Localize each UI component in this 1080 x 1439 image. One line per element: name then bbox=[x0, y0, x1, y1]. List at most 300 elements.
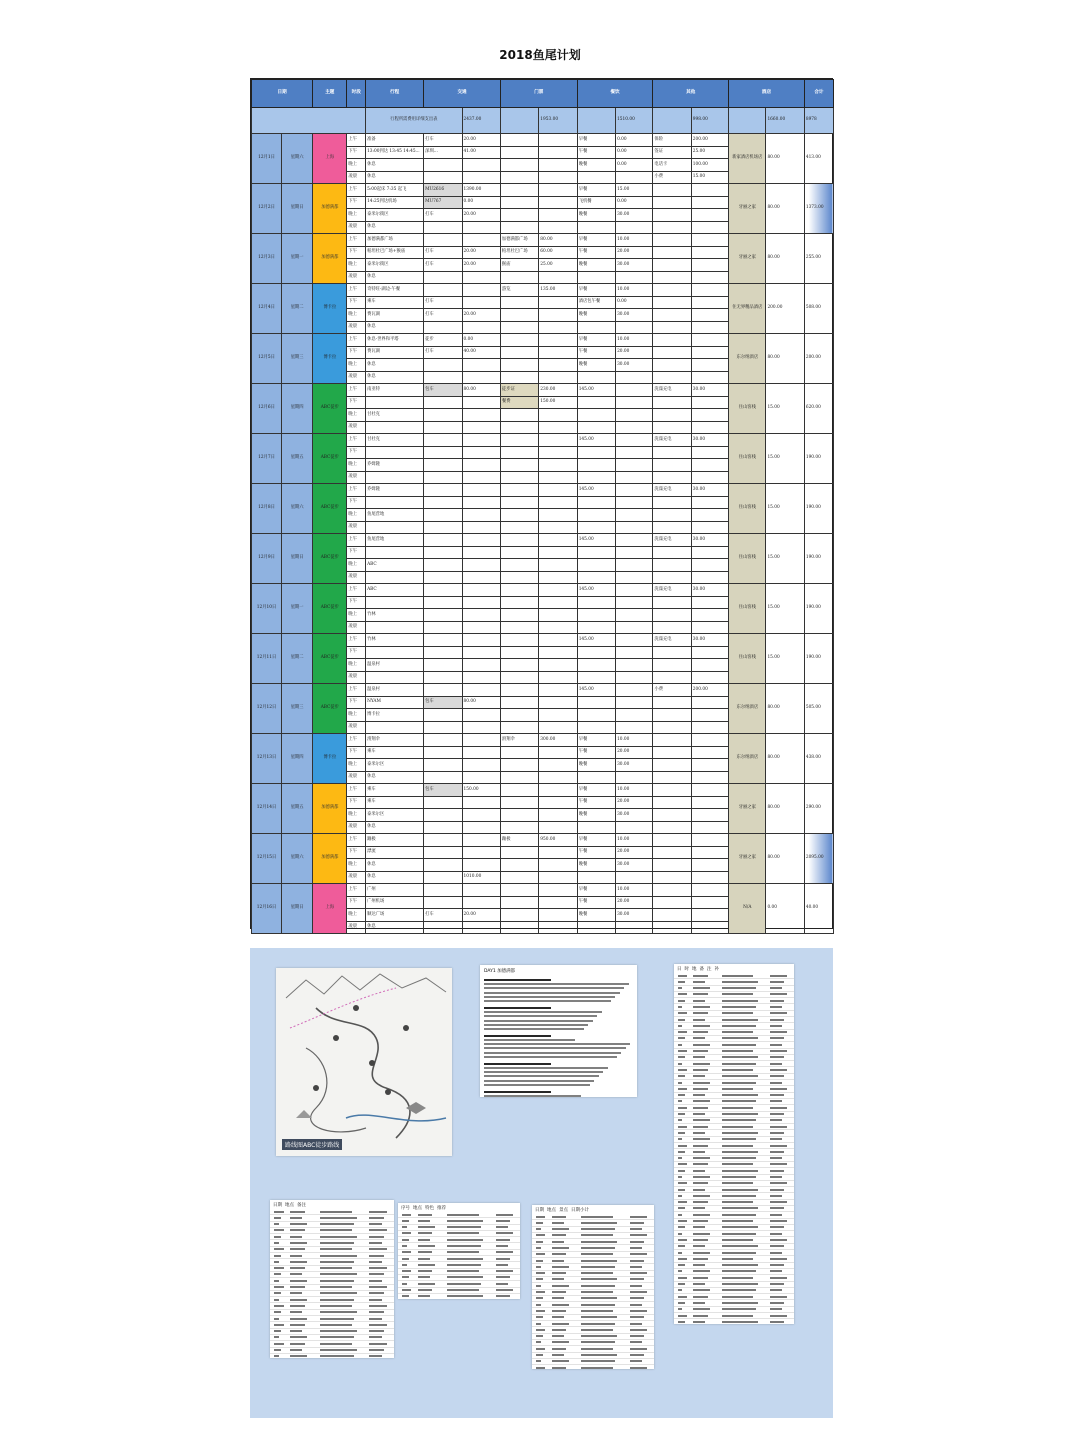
cell bbox=[462, 359, 500, 372]
notes-line bbox=[484, 1091, 551, 1093]
cell bbox=[500, 546, 538, 559]
cell bbox=[500, 759, 538, 772]
cell bbox=[653, 659, 691, 672]
cell: 休息 bbox=[366, 159, 424, 172]
day-date: 12月6日 bbox=[252, 384, 282, 434]
day-total: 190.00 bbox=[804, 434, 833, 484]
cell bbox=[577, 821, 615, 834]
cell: 30.00 bbox=[691, 434, 728, 447]
cell bbox=[462, 509, 500, 522]
cell bbox=[653, 459, 691, 472]
cell bbox=[691, 621, 728, 634]
cell bbox=[691, 459, 728, 472]
cell: 30.00 bbox=[616, 359, 653, 372]
cell bbox=[424, 684, 462, 697]
table-row bbox=[252, 334, 834, 347]
cell bbox=[653, 759, 691, 772]
cell bbox=[500, 434, 538, 447]
mini-header-cell: 补 bbox=[714, 967, 719, 972]
cell bbox=[462, 796, 500, 809]
cell: 上午 bbox=[347, 884, 366, 897]
day-hotel-cost: 15.00 bbox=[766, 484, 804, 534]
cell bbox=[653, 221, 691, 234]
day-hotel-cost: 200.00 bbox=[766, 284, 804, 334]
cell bbox=[462, 496, 500, 509]
cell: 凌晨 bbox=[347, 921, 366, 934]
cell bbox=[500, 571, 538, 584]
cell bbox=[691, 209, 728, 222]
cell: 200.00 bbox=[691, 684, 728, 697]
cell bbox=[539, 634, 577, 647]
mini-header-cell: 日 bbox=[677, 967, 682, 972]
cell: 凌晨 bbox=[347, 171, 366, 184]
cell bbox=[424, 171, 462, 184]
cell bbox=[616, 559, 653, 572]
day-date: 12月12日 bbox=[252, 684, 282, 734]
day-theme: 加德满都 bbox=[313, 234, 347, 284]
cell bbox=[500, 221, 538, 234]
cell bbox=[691, 546, 728, 559]
day-theme: 博卡拉 bbox=[313, 284, 347, 334]
cell: 凌晨 bbox=[347, 571, 366, 584]
cell bbox=[424, 771, 462, 784]
cell: 小费 bbox=[653, 684, 691, 697]
day-theme: ABC徒步 bbox=[313, 484, 347, 534]
day-theme: ABC徒步 bbox=[313, 584, 347, 634]
cell bbox=[462, 446, 500, 459]
cell bbox=[539, 759, 577, 772]
day-weekday: 星期二 bbox=[282, 634, 313, 684]
cell bbox=[424, 671, 462, 684]
cell: 顺达广场 bbox=[366, 909, 424, 922]
mini-row bbox=[270, 1354, 394, 1358]
cell bbox=[424, 859, 462, 872]
summary-label: 行程所需费用详细支出表 bbox=[366, 108, 462, 134]
notes-line bbox=[484, 1080, 594, 1082]
cell bbox=[424, 159, 462, 172]
cell bbox=[462, 396, 500, 409]
day-theme: 加德满都 bbox=[313, 784, 347, 834]
cell: 打车 bbox=[424, 296, 462, 309]
cell: 145.00 bbox=[577, 634, 615, 647]
cell bbox=[462, 659, 500, 672]
cell bbox=[366, 446, 424, 459]
cell bbox=[539, 321, 577, 334]
cell bbox=[539, 584, 577, 597]
cell: 晚餐 bbox=[577, 859, 615, 872]
header-9: 合计 bbox=[804, 80, 833, 108]
cell bbox=[577, 621, 615, 634]
cell: 30.00 bbox=[691, 484, 728, 497]
day-hotel-cost: 80.00 bbox=[766, 184, 804, 234]
cell: 凌晨 bbox=[347, 721, 366, 734]
cell: 30.00 bbox=[616, 759, 653, 772]
cell bbox=[653, 309, 691, 322]
cell bbox=[539, 496, 577, 509]
cell: 洗澡充电 bbox=[653, 384, 691, 397]
cell: 午餐 bbox=[577, 346, 615, 359]
cell bbox=[577, 471, 615, 484]
cell bbox=[691, 296, 728, 309]
cell bbox=[616, 446, 653, 459]
cell: 漂流 bbox=[366, 846, 424, 859]
cell bbox=[653, 196, 691, 209]
cell bbox=[366, 646, 424, 659]
summary-total: 8978 bbox=[804, 108, 833, 134]
notes-line bbox=[484, 1000, 611, 1002]
cell: 早餐 bbox=[577, 834, 615, 847]
cell: 洗澡充电 bbox=[653, 484, 691, 497]
cell: 打车 bbox=[424, 346, 462, 359]
day-hotel-cost: 80.00 bbox=[766, 684, 804, 734]
cell bbox=[462, 846, 500, 859]
cell bbox=[691, 671, 728, 684]
cell: 下午 bbox=[347, 546, 366, 559]
cell: 1390.00 bbox=[462, 184, 500, 197]
cell bbox=[500, 609, 538, 622]
header-1: 主题 bbox=[313, 80, 347, 108]
summary-food: 1510.00 bbox=[616, 108, 653, 134]
mini-header-cell: 备注 bbox=[297, 1203, 306, 1208]
cell: 徒步 bbox=[424, 334, 462, 347]
itinerary-table bbox=[251, 79, 834, 934]
cell bbox=[653, 359, 691, 372]
cell: 30.00 bbox=[691, 584, 728, 597]
cell: 145.00 bbox=[577, 684, 615, 697]
cell bbox=[653, 909, 691, 922]
cell: 10.00 bbox=[616, 834, 653, 847]
cell: 休息 bbox=[366, 859, 424, 872]
cell bbox=[616, 371, 653, 384]
cell bbox=[500, 171, 538, 184]
cell: 打车 bbox=[424, 259, 462, 272]
header-2: 时段 bbox=[347, 80, 366, 108]
cell: 凌晨 bbox=[347, 621, 366, 634]
cell bbox=[500, 921, 538, 934]
cell bbox=[424, 396, 462, 409]
cell: 20.00 bbox=[462, 259, 500, 272]
cell: 深圳... bbox=[424, 146, 462, 159]
cell: 30.00 bbox=[616, 309, 653, 322]
cell bbox=[424, 659, 462, 672]
cell bbox=[424, 284, 462, 297]
cell bbox=[691, 284, 728, 297]
cell bbox=[691, 721, 728, 734]
cell bbox=[616, 571, 653, 584]
cell: 洗澡充电 bbox=[653, 634, 691, 647]
cell: 加德满都广场 bbox=[366, 234, 424, 247]
header-0: 日期 bbox=[252, 80, 313, 108]
cell bbox=[500, 359, 538, 372]
cell bbox=[616, 459, 653, 472]
cell bbox=[691, 359, 728, 372]
cell bbox=[424, 521, 462, 534]
cell bbox=[653, 184, 691, 197]
cell bbox=[500, 421, 538, 434]
cell: 晚上 bbox=[347, 159, 366, 172]
cell bbox=[424, 621, 462, 634]
cell bbox=[539, 471, 577, 484]
summary-tickets: 1953.00 bbox=[539, 108, 577, 134]
cell bbox=[691, 771, 728, 784]
cell bbox=[616, 721, 653, 734]
cell: 早餐 bbox=[577, 234, 615, 247]
day-date: 12月9日 bbox=[252, 534, 282, 584]
cell bbox=[616, 484, 653, 497]
cell: 凌晨 bbox=[347, 221, 366, 234]
cell: 15.00 bbox=[616, 184, 653, 197]
cell bbox=[539, 196, 577, 209]
cell bbox=[577, 459, 615, 472]
table-row bbox=[252, 234, 834, 247]
cell: 30.00 bbox=[616, 209, 653, 222]
cell: 下午 bbox=[347, 246, 366, 259]
table-row bbox=[252, 534, 834, 547]
cell bbox=[616, 871, 653, 884]
cell bbox=[691, 821, 728, 834]
cell bbox=[462, 646, 500, 659]
cell bbox=[691, 396, 728, 409]
cell bbox=[653, 371, 691, 384]
header-4: 交通 bbox=[424, 80, 501, 108]
day-hotel: 牙丽之家 bbox=[729, 784, 766, 834]
cell: 上午 bbox=[347, 134, 366, 147]
cell: 休息 bbox=[366, 371, 424, 384]
cell bbox=[424, 796, 462, 809]
cell bbox=[539, 371, 577, 384]
cell: 洗澡充电 bbox=[653, 584, 691, 597]
cell bbox=[500, 796, 538, 809]
cell bbox=[616, 421, 653, 434]
cell bbox=[653, 409, 691, 422]
cell bbox=[462, 671, 500, 684]
cell bbox=[691, 521, 728, 534]
day-total: 620.00 bbox=[804, 384, 833, 434]
cell: 竹林 bbox=[366, 634, 424, 647]
mini-header-cell: 注 bbox=[707, 967, 712, 972]
summary-gap bbox=[577, 108, 615, 134]
cell: 上午 bbox=[347, 484, 366, 497]
cell bbox=[500, 196, 538, 209]
mini-row bbox=[674, 1319, 794, 1324]
cell: 晚餐 bbox=[577, 359, 615, 372]
mini-header-cell: 特色 bbox=[425, 1206, 434, 1211]
day-hotel-cost: 80.00 bbox=[766, 834, 804, 884]
cell: 凌晨 bbox=[347, 271, 366, 284]
cell: 30.00 bbox=[691, 634, 728, 647]
cell: 145.00 bbox=[577, 434, 615, 447]
cell bbox=[462, 921, 500, 934]
cell: 20.00 bbox=[616, 346, 653, 359]
cell bbox=[424, 759, 462, 772]
day-weekday: 星期日 bbox=[282, 534, 313, 584]
cell bbox=[616, 671, 653, 684]
cell bbox=[366, 621, 424, 634]
cell: 10.00 bbox=[616, 734, 653, 747]
cell: 晚餐 bbox=[577, 159, 615, 172]
cell: 20.00 bbox=[462, 134, 500, 147]
mini-row bbox=[532, 1365, 654, 1369]
day-hotel-cost: 15.00 bbox=[766, 584, 804, 634]
cell bbox=[691, 784, 728, 797]
cell bbox=[462, 584, 500, 597]
cell bbox=[616, 771, 653, 784]
cell bbox=[691, 596, 728, 609]
cell: 20.00 bbox=[462, 909, 500, 922]
cell bbox=[462, 234, 500, 247]
cell: 鱼尾营地 bbox=[366, 509, 424, 522]
mini-header-cell: 序号 bbox=[401, 1206, 410, 1211]
cell: 午餐 bbox=[577, 846, 615, 859]
cell bbox=[577, 371, 615, 384]
cell bbox=[500, 296, 538, 309]
cell: 晚餐 bbox=[577, 809, 615, 822]
cell bbox=[539, 684, 577, 697]
cell bbox=[366, 521, 424, 534]
cell: 5:00起床 7:35 起飞 bbox=[366, 184, 424, 197]
cell bbox=[539, 434, 577, 447]
cell bbox=[653, 571, 691, 584]
cell bbox=[653, 509, 691, 522]
mini-header bbox=[398, 1203, 520, 1212]
cell bbox=[691, 334, 728, 347]
day-hotel: N/A bbox=[729, 884, 766, 934]
cell: 上午 bbox=[347, 384, 366, 397]
cell bbox=[500, 684, 538, 697]
cell bbox=[616, 384, 653, 397]
cell: 休息 bbox=[366, 171, 424, 184]
mini-header bbox=[532, 1205, 654, 1214]
summary-gap bbox=[653, 108, 691, 134]
mini-header-cell: 日期 bbox=[535, 1208, 544, 1213]
page-title: 2018鱼尾计划 bbox=[499, 48, 581, 62]
day-theme: 博卡拉 bbox=[313, 734, 347, 784]
cell bbox=[500, 621, 538, 634]
cell bbox=[691, 221, 728, 234]
cell: 奇特旺-湖边-午餐 bbox=[366, 284, 424, 297]
cell bbox=[424, 634, 462, 647]
cell: 25.00 bbox=[691, 146, 728, 159]
cell bbox=[462, 421, 500, 434]
cell: 晚上 bbox=[347, 609, 366, 622]
notes-line bbox=[484, 992, 620, 994]
notes-line bbox=[484, 987, 624, 989]
cell bbox=[616, 646, 653, 659]
cell bbox=[462, 434, 500, 447]
cell: 上午 bbox=[347, 684, 366, 697]
day-hotel-cost: 80.00 bbox=[766, 334, 804, 384]
cell: 0.00 bbox=[616, 134, 653, 147]
table-row bbox=[252, 634, 834, 647]
cell bbox=[653, 821, 691, 834]
cell: 竹林 bbox=[366, 609, 424, 622]
cell: 上午 bbox=[347, 284, 366, 297]
cell bbox=[424, 471, 462, 484]
cell bbox=[577, 421, 615, 434]
summary-gap bbox=[729, 108, 766, 134]
cell bbox=[653, 746, 691, 759]
cell bbox=[462, 621, 500, 634]
budget-spreadsheet bbox=[250, 78, 833, 929]
cell bbox=[577, 321, 615, 334]
cell bbox=[366, 721, 424, 734]
cell bbox=[366, 396, 424, 409]
cell bbox=[539, 484, 577, 497]
cell bbox=[577, 221, 615, 234]
route-map-sketch bbox=[276, 968, 452, 1156]
cell bbox=[539, 459, 577, 472]
cell bbox=[424, 221, 462, 234]
cell bbox=[653, 784, 691, 797]
cell bbox=[539, 309, 577, 322]
cell: 泰米尔区 bbox=[366, 759, 424, 772]
cell bbox=[653, 396, 691, 409]
cell bbox=[500, 846, 538, 859]
cell bbox=[653, 346, 691, 359]
cell: 帕坦杜巴广场+猴庙 bbox=[366, 246, 424, 259]
cell: 滑翔伞 bbox=[500, 734, 538, 747]
cell: 泰米尔街区 bbox=[366, 259, 424, 272]
cell bbox=[691, 759, 728, 772]
day-weekday: 星期三 bbox=[282, 334, 313, 384]
cell bbox=[691, 609, 728, 622]
notes-line bbox=[484, 1084, 590, 1086]
mini-header-cell: 地 bbox=[692, 967, 697, 972]
cell bbox=[616, 659, 653, 672]
cell bbox=[500, 146, 538, 159]
cell: 上午 bbox=[347, 784, 366, 797]
cell bbox=[366, 421, 424, 434]
cell bbox=[653, 871, 691, 884]
day-date: 12月7日 bbox=[252, 434, 282, 484]
day-total: 413.00 bbox=[804, 134, 833, 184]
cell: 20.00 bbox=[462, 209, 500, 222]
cell bbox=[462, 809, 500, 822]
mini-header-cell: 日期 bbox=[273, 1203, 282, 1208]
cell: 休息-世界和平塔 bbox=[366, 334, 424, 347]
notes-line bbox=[484, 1011, 602, 1013]
cell: 博卡拉 bbox=[366, 709, 424, 722]
table-row bbox=[252, 184, 834, 197]
cell: 广州 bbox=[366, 884, 424, 897]
cell bbox=[500, 771, 538, 784]
cell bbox=[539, 596, 577, 609]
cell bbox=[539, 909, 577, 922]
cell bbox=[616, 509, 653, 522]
cell bbox=[539, 796, 577, 809]
cell: 包车 bbox=[424, 384, 462, 397]
cell bbox=[616, 546, 653, 559]
table-row bbox=[252, 584, 834, 597]
notes-line bbox=[484, 979, 551, 981]
cell: 休息 bbox=[366, 771, 424, 784]
cell bbox=[539, 609, 577, 622]
cell: 上午 bbox=[347, 184, 366, 197]
cell bbox=[424, 459, 462, 472]
day-theme: 上海 bbox=[313, 134, 347, 184]
cell: 下午 bbox=[347, 396, 366, 409]
day-hotel: 住山客栈 bbox=[729, 634, 766, 684]
cell bbox=[577, 646, 615, 659]
cell: 徒步证 bbox=[500, 384, 538, 397]
cell: 10.00 bbox=[616, 334, 653, 347]
day-date: 12月5日 bbox=[252, 334, 282, 384]
cell: 乔姆隆 bbox=[366, 484, 424, 497]
cell bbox=[424, 596, 462, 609]
day-total: 255.00 bbox=[804, 234, 833, 284]
day-hotel: 住无界精品酒店 bbox=[729, 284, 766, 334]
day-total: 2095.00 bbox=[804, 834, 833, 884]
